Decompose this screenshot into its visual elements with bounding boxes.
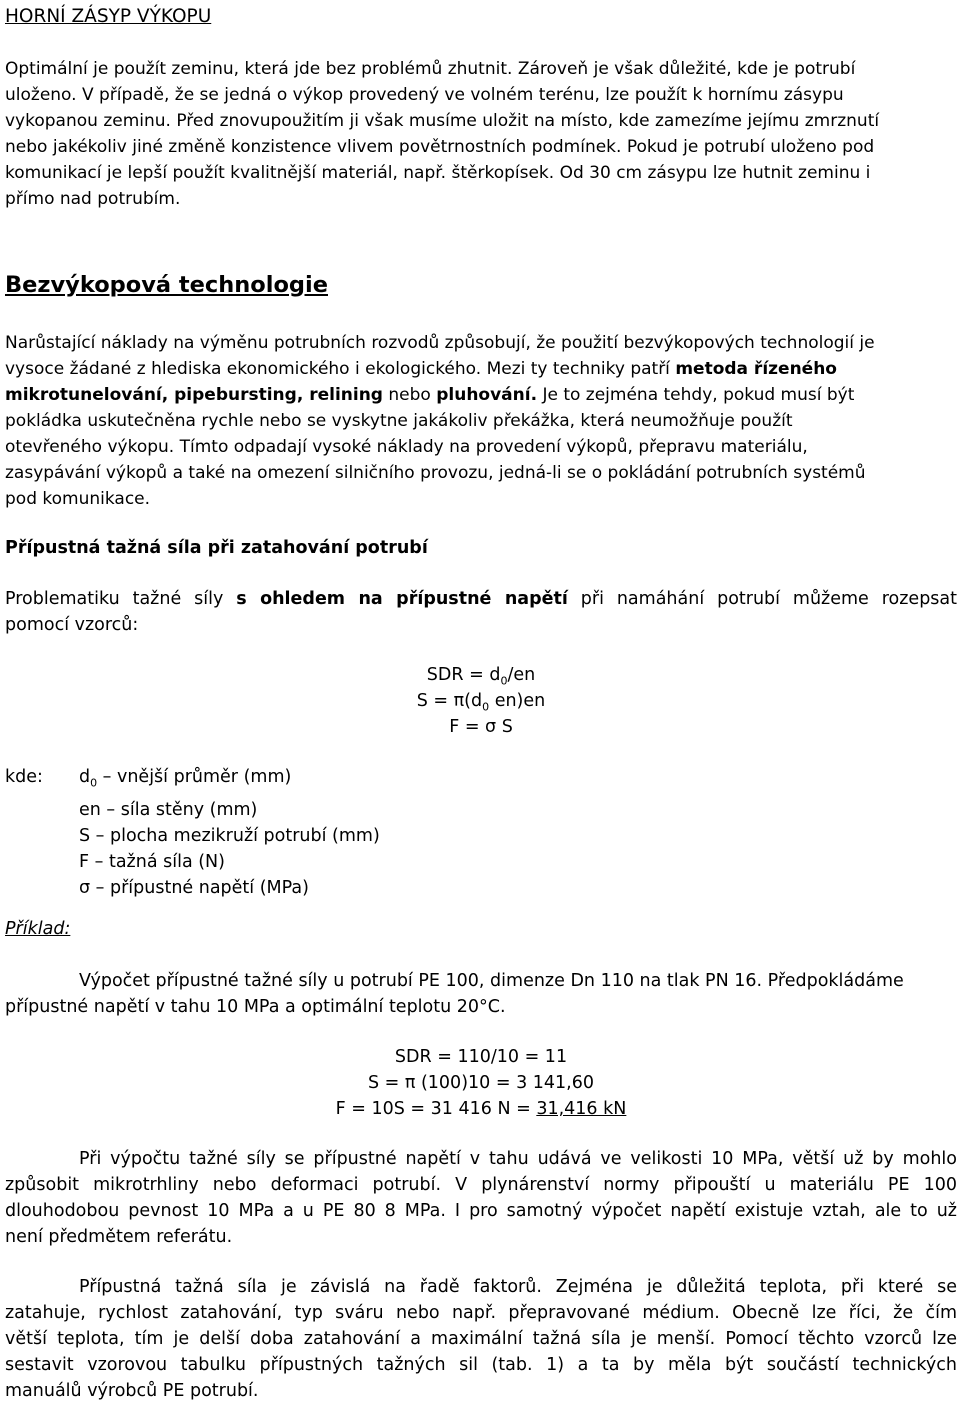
paragraph-factors xyxy=(5,1274,957,1404)
heading-allowable-force: Přípustná tažná síla při zatahování potrubí xyxy=(5,538,428,558)
text-line: Přípustná tažná síla je závislá na řadě faktorů. Zejména je důležitá teplota, při které se xyxy=(79,1277,957,1297)
text-line: zasypávání výkopů a také na omezení silničního provozu, jedná-li se o pokládání potrubních systémů xyxy=(5,463,866,483)
calc-sdr: SDR = 110/10 = 11 xyxy=(394,1047,568,1067)
heading-trenchless: Bezvýkopová technologie xyxy=(5,272,328,298)
text-line: sestavit vzorovou tabulku přípustných tažných sil (tab. 1) a ta by měla být součástí technických xyxy=(5,1355,957,1375)
text-line: pod komunikace. xyxy=(5,489,151,509)
text-line: Problematiku tažné síly s ohledem na přípustné napětí při namáhání potrubí můžeme rozepsat xyxy=(5,589,958,609)
example-text xyxy=(5,968,957,1020)
example-label: Příklad: xyxy=(5,919,71,939)
definition-item: σ – přípustné napětí (MPa) xyxy=(79,877,309,898)
paragraph-intro-formulas xyxy=(5,586,957,638)
formula-force: F = σ S xyxy=(449,717,513,737)
text-line: vykopanou zeminu. Před znovupoužitím ji však musíme uložit na místo, kde zamezíme jejímu zmrznutí xyxy=(5,111,880,131)
text-line: manuálů výrobců PE potrubí. xyxy=(5,1381,259,1401)
section-title: HORNÍ ZÁSYP VÝKOPU xyxy=(5,6,212,27)
formula-sdr: SDR = $d_0/en$ xyxy=(426,665,536,688)
definition-item: S – plocha mezikruží potrubí (mm) xyxy=(79,825,380,846)
calc-area: S = π (100)10 = 3 141,60 xyxy=(367,1073,595,1093)
text-line: přímo nad potrubím. xyxy=(5,189,181,209)
text-line: pomocí vzorců: xyxy=(5,615,139,635)
paragraph-stress xyxy=(5,1146,957,1250)
where-label: kde: xyxy=(5,767,43,787)
text-line: pokládka uskutečněna rychle nebo se vyskytne jakákoliv překážka, která neumožňuje použít xyxy=(5,411,793,431)
definition-item: en – síla stěny (mm) xyxy=(79,799,258,820)
text-line: zatahuje, rychlost zatahování, typ sváru nebo např. přepravované médium. Obecně lze říci, že čím xyxy=(5,1303,957,1323)
text-line: nebo jakékoliv jiné změně konzistence vlivem povětrnostních podmínek. Pokud je potrubí uloženo pod xyxy=(5,137,875,157)
definition-item: F – tažná síla (N) xyxy=(79,851,225,872)
text-line: uloženo. V případě, že se jedná o výkop provedený ve volném terénu, lze použít k hornímu zásypu xyxy=(5,85,844,105)
text-line: otevřeného výkopu. Tímto odpadají vysoké náklady na provedení výkopů, přepravu materiálu, xyxy=(5,437,808,457)
text-line: Optimální je použít zeminu, která jde bez problémů zhutnit. Zároveň je však důležité, kde je potrubí xyxy=(5,59,856,79)
text-line: vysoce žádané z hlediska ekonomického i ekologického. Mezi ty techniky patří metoda řízeného xyxy=(5,359,837,379)
text-line: komunikací je lepší použít kvalitnější materiál, např. štěrkopísek. Od 30 cm zásypu lze hutnit zeminu i xyxy=(5,163,871,183)
text-line: větší teplota, tím je delší doba zatahování a maximální tažná síla je menší. Pomocí těchto vzorců lze xyxy=(5,1329,957,1349)
formula-area: $S = \pi(d_0$ en)en xyxy=(416,691,546,714)
text-line: přípustné napětí v tahu 10 MPa a optimální teplotu 20°C. xyxy=(5,997,506,1017)
text-line: mikrotunelování, pipebursting, relining nebo pluhování. Je to zejména tehdy, pokud musí být xyxy=(5,385,855,405)
text-line: není předmětem referátu. xyxy=(5,1227,233,1247)
text-line: Výpočet přípustné tažné síly u potrubí PE 100, dimenze Dn 110 na tlak PN 16. Předpokládáme xyxy=(79,971,904,991)
text-line: Při výpočtu tažné síly se přípustné napětí v tahu udává ve velikosti 10 MPa, větší už by mohlo xyxy=(79,1149,957,1169)
paragraph-trenchless xyxy=(5,330,957,512)
definition-item: $d_0$ – vnější průměr (mm) xyxy=(79,767,292,790)
definitions-list xyxy=(79,764,380,901)
text-line: způsobit mikrotrhliny nebo deformaci potrubí. V plynárenství normy připouští u materiálu PE 100 xyxy=(5,1175,957,1195)
paragraph-backfill xyxy=(5,56,957,212)
calc-force: F = 10S = 31 416 N = 31,416 kN xyxy=(335,1099,627,1119)
text-line: dlouhodobou pevnost 10 MPa a u PE 80 8 MPa. I pro samotný výpočet napětí existuje vztah, ale to už xyxy=(5,1201,957,1221)
text-line: Narůstající náklady na výměnu potrubních rozvodů způsobují, že použití bezvýkopových technologií je xyxy=(5,333,875,353)
